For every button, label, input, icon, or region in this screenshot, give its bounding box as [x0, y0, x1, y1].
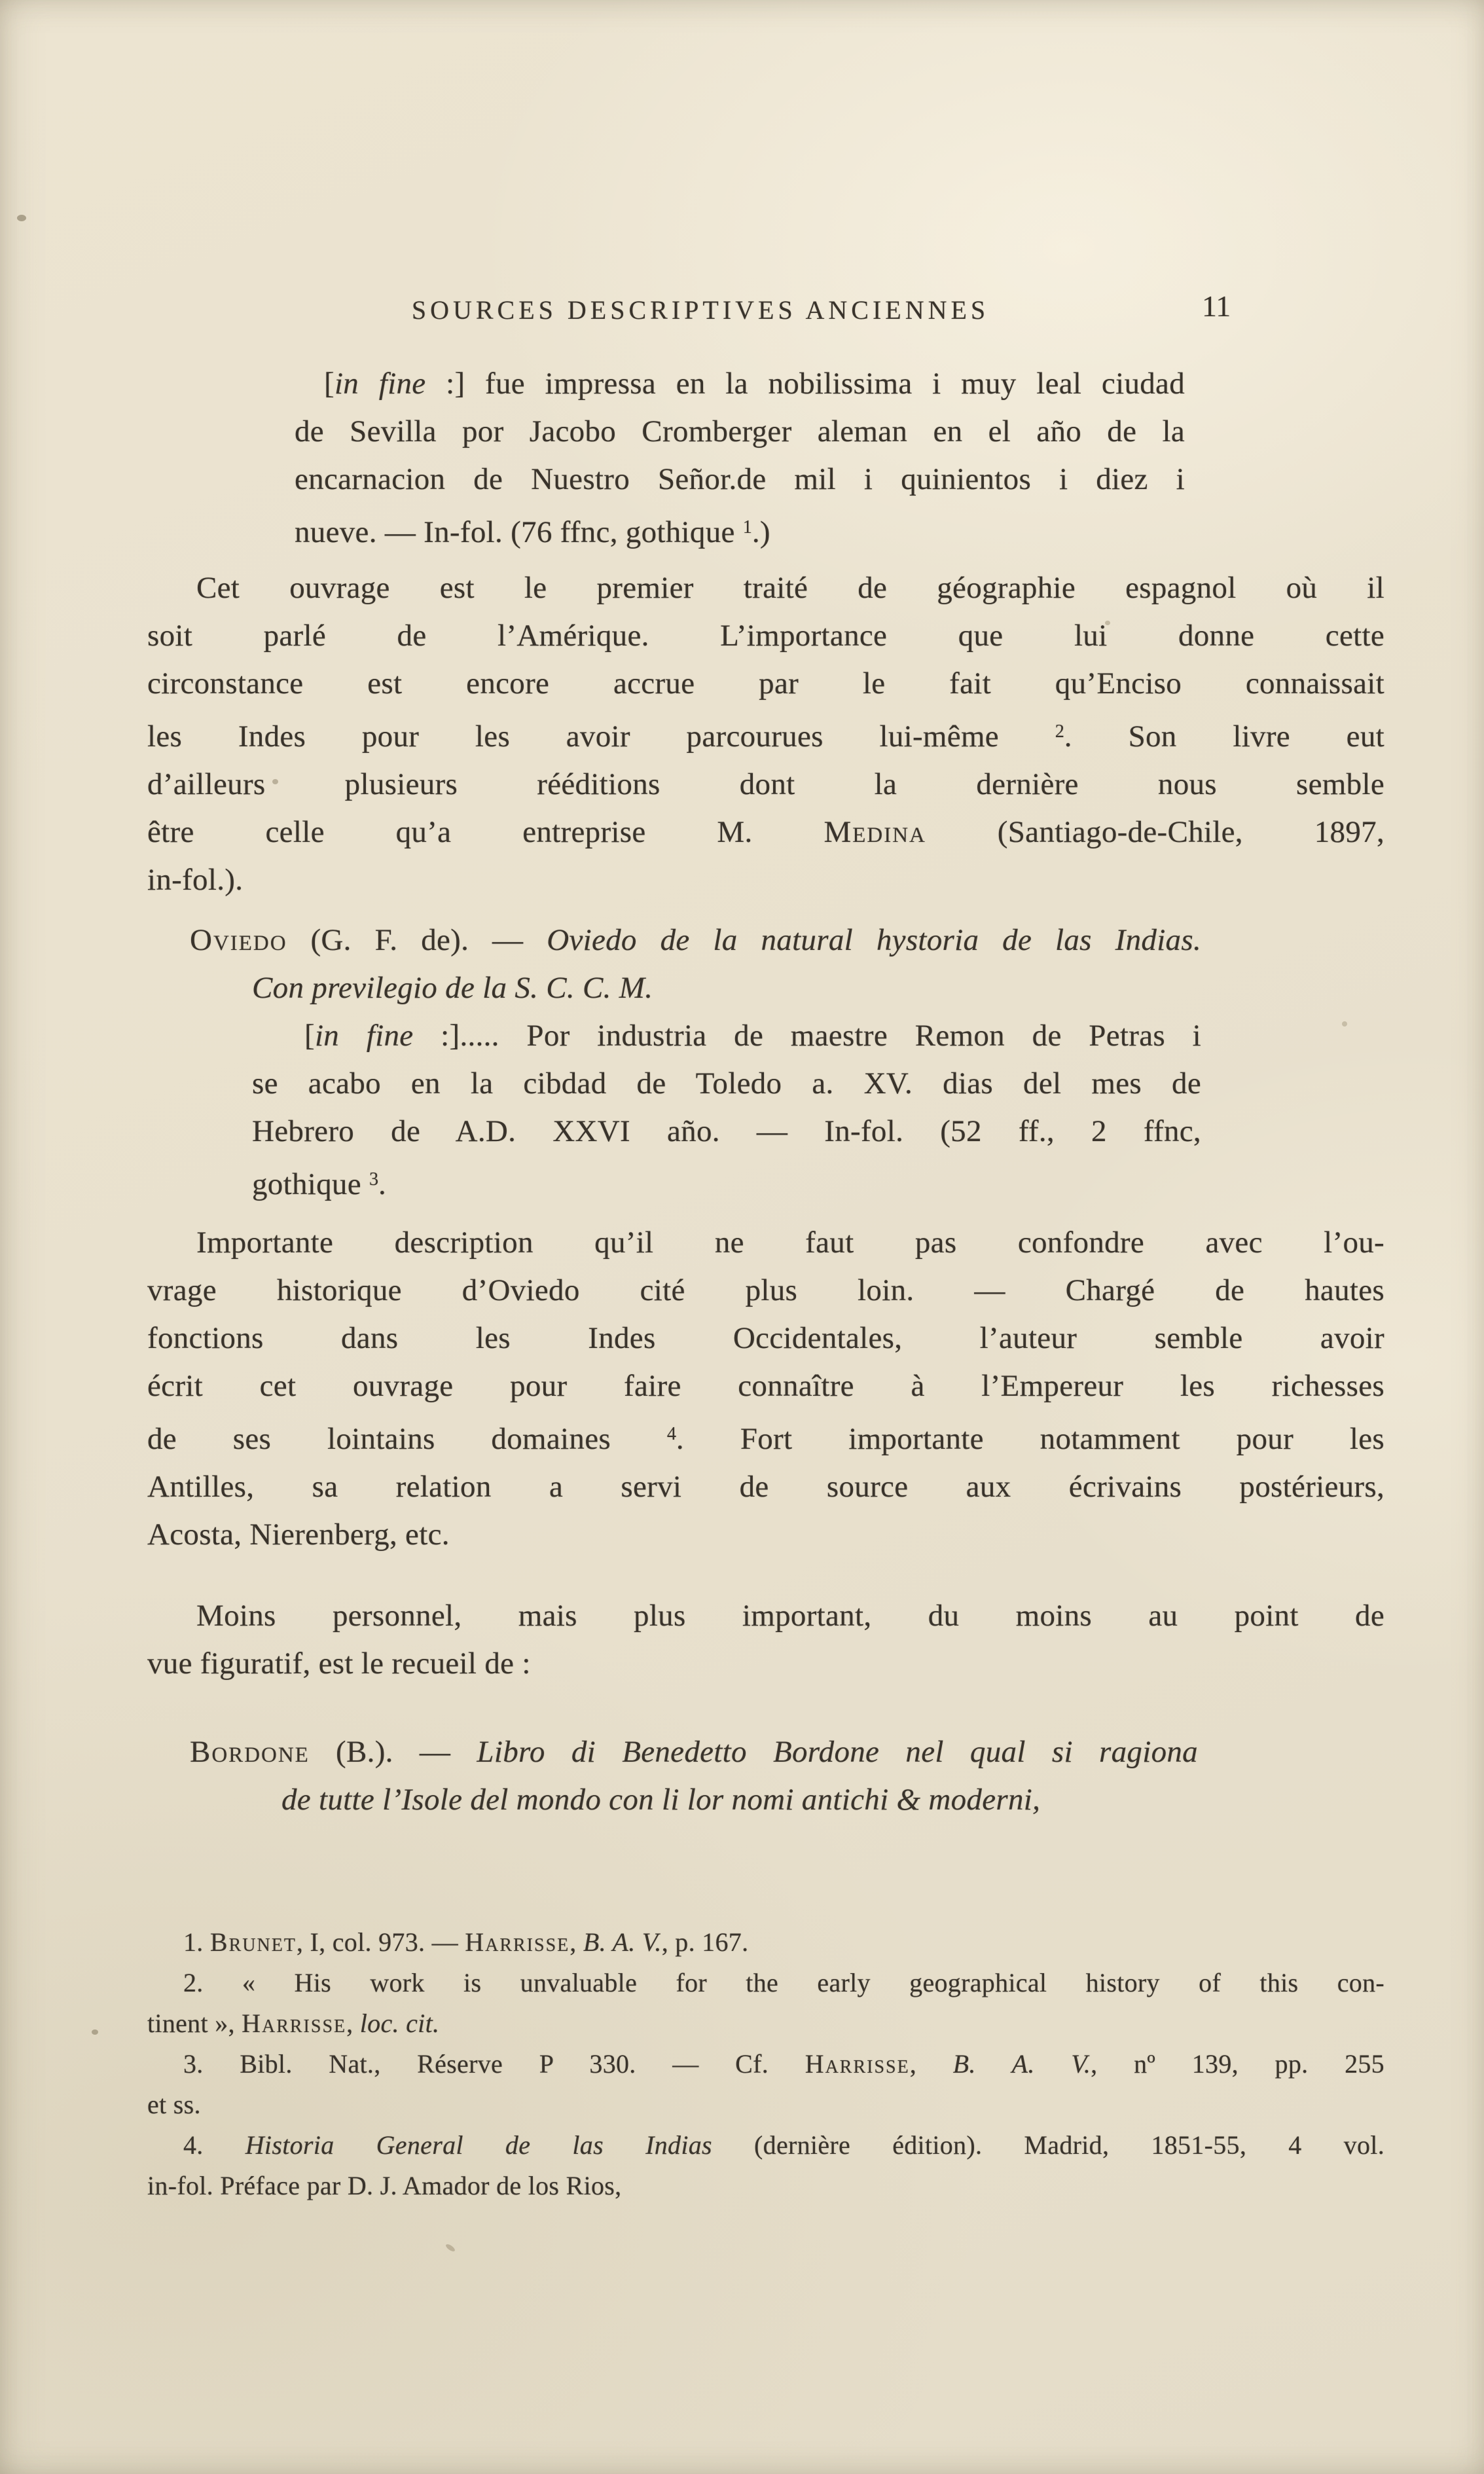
text-line: [147, 809, 1384, 856]
text-segment: tinent »,: [147, 2009, 242, 2038]
bibliography-entry-bordone: [190, 1728, 1198, 1824]
text-segment: de ses lointains domaines: [147, 1422, 667, 1457]
text-line: [147, 761, 1384, 809]
text-segment: . Son livre eut: [1064, 719, 1385, 754]
text-segment: fonctions dans les Indes Occidentales, l’auteur semble avoir: [147, 1321, 1384, 1355]
text-line: [147, 1511, 1384, 1559]
text-line: [190, 917, 1201, 964]
text-line: [147, 2166, 1384, 2206]
text-segment: 3. Bibl. Nat., Réserve P 330. — Cf.: [183, 2049, 805, 2079]
text-segment: .): [751, 515, 770, 550]
text-line: [295, 360, 1185, 408]
italic-text: B. A. V.: [583, 1927, 662, 1957]
small-caps-text: Harrisse: [465, 1927, 570, 1957]
text-segment: (dernière édition). Madrid, 1851-55, 4 vol.: [712, 2130, 1384, 2160]
small-caps-text: Harrisse: [805, 2049, 910, 2079]
text-segment: de Sevilla por Jacobo Cromberger aleman en el año de la: [295, 414, 1185, 448]
text-line: [147, 856, 1384, 904]
text-segment: , I, col. 973. —: [296, 1927, 465, 1957]
text-line: [147, 708, 1384, 761]
text-line: [252, 1108, 1201, 1155]
footnotes-block: [147, 1922, 1384, 2206]
text-segment: être celle qu’a entreprise M.: [147, 815, 824, 850]
text-line: [147, 660, 1384, 708]
text-line: [147, 2003, 1384, 2044]
bibliography-entry-oviedo: [190, 917, 1202, 1209]
text-line: [147, 1640, 1384, 1688]
italic-text: Libro di Benedetto Bordone nel qual si ragiona: [477, 1735, 1198, 1769]
footnote-reference: 3: [369, 1169, 379, 1190]
italic-text: Historia General de las Indias: [245, 2130, 712, 2160]
text-segment: [: [324, 367, 335, 401]
text-segment: ,: [909, 2049, 953, 2079]
text-segment: :]..... Por industria de maestre Remon de Petras i: [413, 1019, 1202, 1053]
text-segment: 2. « His work is unvaluable for the early geographical history of this con-: [183, 1968, 1384, 1997]
text-segment: (Santiago-de-Chile, 1897,: [926, 815, 1384, 850]
text-line: [295, 408, 1185, 456]
small-caps-text: Medina: [823, 815, 926, 850]
text-segment: Importante description qu’il ne faut pas confondre avec l’ou-: [196, 1226, 1384, 1260]
text-segment: Antilles, sa relation a servi de source aux écrivains postérieurs,: [147, 1470, 1384, 1504]
paper-speck: [444, 2243, 456, 2253]
text-segment: gothique: [252, 1167, 369, 1202]
small-caps-text: Bordone: [190, 1735, 310, 1769]
text-line: [252, 964, 1201, 1012]
text-line: [281, 1776, 1198, 1824]
italic-text: Oviedo de la natural hystoria de las Indias.: [547, 923, 1201, 957]
text-segment: 1.: [183, 1927, 210, 1957]
text-segment: écrit cet ouvrage pour faire connaître à l’Empereur les richesses: [147, 1369, 1384, 1403]
text-segment: . Fort importante notamment pour les: [676, 1422, 1384, 1457]
text-segment: vue figuratif, est le recueil de :: [147, 1646, 531, 1681]
text-segment: Hebrero de A.D. XXVI año. — In-fol. (52 ff., 2 ffnc,: [252, 1114, 1201, 1148]
paragraph-importante-description: [147, 1219, 1384, 1559]
text-line: [147, 564, 1384, 612]
text-line: [295, 456, 1185, 503]
colophon-quote-block: [295, 360, 1185, 556]
text-line: [147, 1963, 1384, 2003]
text-segment: Moins personnel, mais plus important, du moins au point de: [196, 1599, 1384, 1633]
text-segment: Cet ouvrage est le premier traité de géographie espagnol où il: [196, 571, 1384, 605]
text-line: [147, 1315, 1384, 1362]
text-line: [252, 1060, 1201, 1108]
page-number: 11: [1202, 289, 1231, 323]
text-segment: nueve. — In-fol. (76 ffnc, gothique: [295, 515, 743, 550]
text-line: [147, 1410, 1384, 1463]
paper-speck: [17, 215, 26, 221]
text-segment: .: [378, 1167, 387, 1202]
paragraph-cet-ouvrage: [147, 564, 1384, 904]
text-segment: d’ailleurs plusieurs rééditions dont la dernière nous semble: [147, 767, 1384, 802]
text-segment: les Indes pour les avoir parcourues lui-même: [147, 719, 1055, 754]
text-segment: (B.). —: [309, 1735, 477, 1769]
text-segment: , nº 139, pp. 255: [1091, 2049, 1384, 2079]
text-segment: , p. 167.: [661, 1927, 749, 1957]
text-line: [147, 1922, 1384, 1963]
text-segment: ,: [570, 1927, 583, 1957]
text-segment: vrage historique d’Oviedo cité plus loin. — Chargé de hautes: [147, 1273, 1384, 1307]
paper-speck: [92, 2029, 98, 2035]
text-line: [190, 1728, 1198, 1776]
paragraph-moins-personnel: [147, 1592, 1384, 1688]
italic-text: loc. cit.: [359, 2009, 440, 2038]
text-line: [147, 612, 1384, 660]
small-caps-text: Oviedo: [190, 923, 287, 957]
text-line: [252, 1155, 1201, 1209]
text-segment: circonstance est encore accrue par le fait qu’Enciso connaissait: [147, 666, 1384, 700]
italic-text: Con previlegio de la S. C. C. M.: [252, 971, 653, 1005]
footnote-reference: 4: [666, 1424, 676, 1444]
text-line: [147, 2044, 1384, 2084]
paper-speck: [1342, 1021, 1347, 1027]
small-caps-text: Harrisse: [242, 2009, 347, 2038]
text-segment: 4.: [183, 2130, 245, 2160]
footnote-reference: 2: [1055, 721, 1064, 742]
text-line: [147, 1362, 1384, 1410]
text-segment: [: [304, 1019, 315, 1053]
italic-text: de tutte l’Isole del mondo con li lor nomi antichi & moderni,: [281, 1783, 1041, 1817]
small-caps-text: Brunet: [209, 1927, 297, 1957]
text-line: [147, 1267, 1384, 1315]
text-segment: (G. F. de). —: [287, 923, 547, 957]
text-segment: Acosta, Nierenberg, etc.: [147, 1518, 450, 1552]
text-line: [147, 1592, 1384, 1640]
text-line: [252, 1012, 1201, 1060]
running-header-title: SOURCES DESCRIPTIVES ANCIENNES: [411, 295, 990, 325]
text-segment: in-fol.).: [147, 863, 244, 898]
italic-text: in fine: [314, 1019, 414, 1053]
italic-text: B. A. V.: [952, 2049, 1091, 2079]
text-segment: :] fue impressa en la nobilissima i muy leal ciudad: [425, 367, 1185, 401]
text-segment: soit parlé de l’Amérique. L’importance que lui donne cette: [147, 619, 1384, 653]
footnote-reference: 1: [742, 517, 752, 537]
text-line: [147, 1219, 1384, 1267]
text-segment: se acabo en la cibdad de Toledo a. XV. dias del mes de: [252, 1066, 1201, 1101]
text-segment: ,: [346, 2009, 360, 2038]
text-line: [147, 2084, 1384, 2125]
text-line: [295, 503, 1185, 556]
text-segment: encarnacion de Nuestro Señor.de mil i quinientos i diez i: [295, 462, 1185, 496]
text-segment: et ss.: [147, 2090, 201, 2119]
text-line: [147, 1463, 1384, 1511]
text-line: [147, 2125, 1384, 2166]
text-segment: in-fol. Préface par D. J. Amador de los Rios,: [147, 2171, 622, 2200]
italic-text: in fine: [334, 367, 426, 401]
